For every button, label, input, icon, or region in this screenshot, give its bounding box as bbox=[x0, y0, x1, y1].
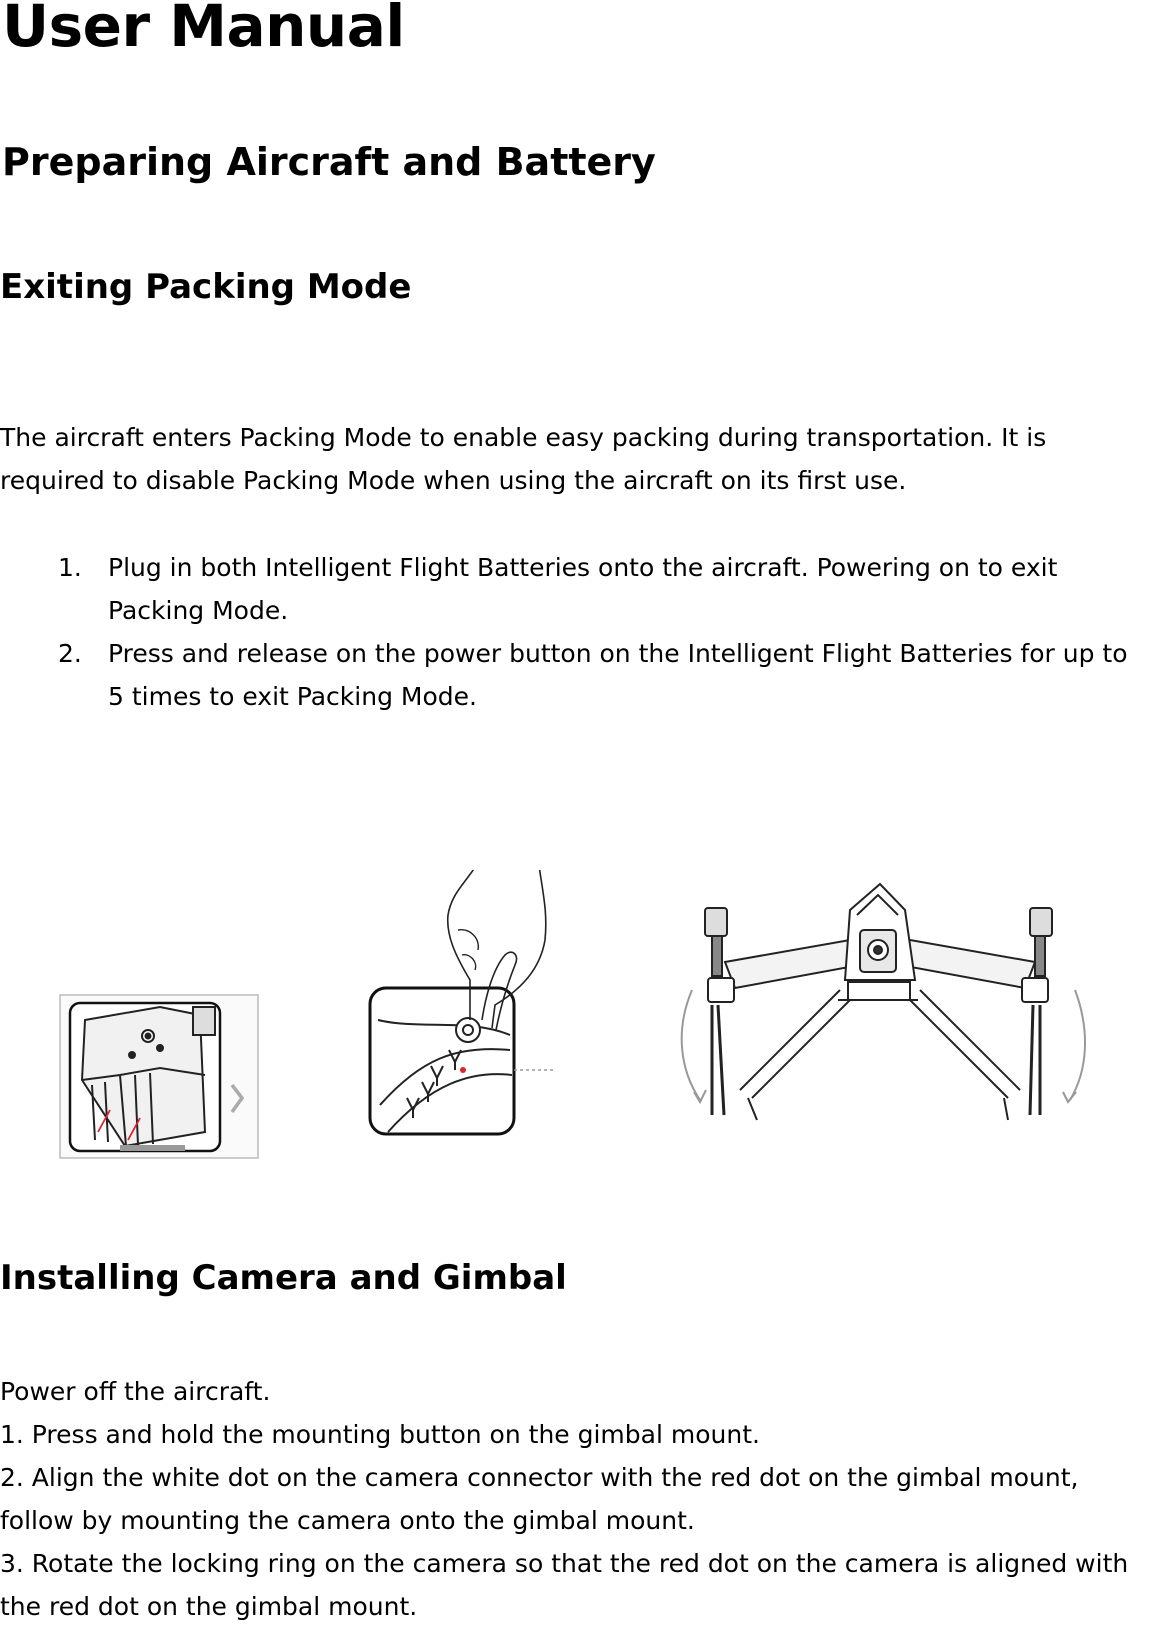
section-title: Preparing Aircraft and Battery bbox=[2, 140, 656, 184]
subsection-title-packing: Exiting Packing Mode bbox=[0, 267, 412, 307]
packing-intro bbox=[0, 416, 1148, 502]
step-text-line: 5 times to exit Packing Mode. bbox=[108, 682, 477, 711]
packing-intro-line: required to disable Packing Mode when using the aircraft on its first use. bbox=[0, 466, 907, 495]
battery-insert-illustration bbox=[60, 995, 258, 1158]
list-item: 1. Press and hold the mounting button on the gimbal mount. bbox=[0, 1420, 760, 1449]
subsection-title-camera: Installing Camera and Gimbal bbox=[0, 1258, 567, 1298]
step-text-line: Press and release on the power button on the Intelligent Flight Batteries for up to bbox=[108, 639, 1128, 668]
step-text-line: Plug in both Intelligent Flight Batteries onto the aircraft. Powering on to exit bbox=[108, 553, 1058, 582]
list-item: the red dot on the gimbal mount. bbox=[0, 1592, 418, 1621]
power-button-press-illustration bbox=[370, 870, 556, 1134]
list-item: Power off the aircraft. bbox=[0, 1377, 271, 1406]
list-item: 3. Rotate the locking ring on the camera so that the red dot on the camera is aligned with bbox=[0, 1549, 1129, 1578]
page-title: User Manual bbox=[2, 0, 405, 60]
step-text-line: Packing Mode. bbox=[108, 596, 289, 625]
step-number: 2. bbox=[58, 639, 82, 668]
step-number: 1. bbox=[58, 553, 82, 582]
list-item bbox=[0, 546, 1150, 632]
aircraft-transform-illustration bbox=[682, 884, 1085, 1120]
packing-intro-line: The aircraft enters Packing Mode to enable easy packing during transportation. It is bbox=[0, 423, 1047, 452]
packing-steps bbox=[0, 546, 1150, 718]
list-item: 2. Align the white dot on the camera connector with the red dot on the gimbal mount, bbox=[0, 1463, 1079, 1492]
list-item: follow by mounting the camera onto the gimbal mount. bbox=[0, 1506, 695, 1535]
list-item bbox=[0, 632, 1150, 718]
illustrations-row bbox=[0, 870, 1151, 1200]
camera-instructions bbox=[0, 1370, 1150, 1628]
